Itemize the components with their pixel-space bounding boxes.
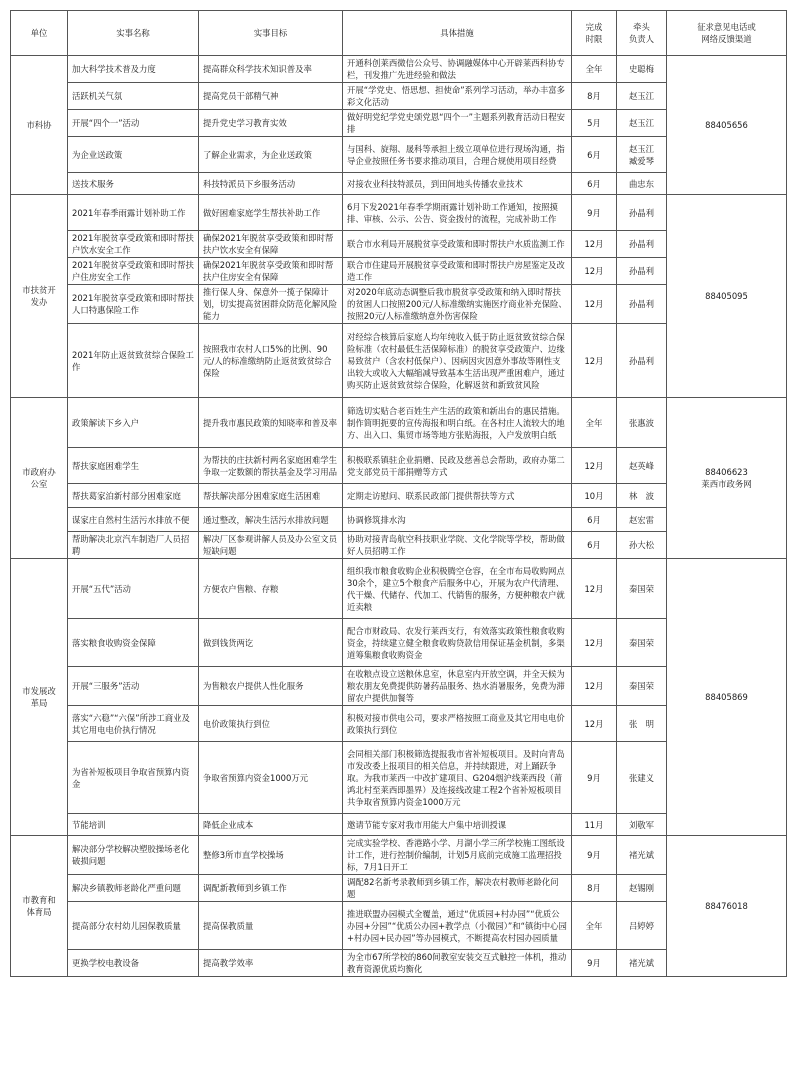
deadline-cell: 12月 <box>572 324 617 398</box>
leader-cell: 张 明 <box>617 706 667 742</box>
deadline-cell: 10月 <box>572 484 617 508</box>
deadline-cell: 12月 <box>572 706 617 742</box>
measure-cell: 为全市67所学校的860间教室安装交互式触控一体机，推动教育资源优质均衡化 <box>343 950 572 977</box>
item-name-cell: 解决部分学校解决塑胶操场老化破损问题 <box>68 836 199 875</box>
measure-cell: 做好明党纪学党史颂党恩“四个一”主题系列教育活动日程安排 <box>343 110 572 137</box>
item-name-cell: 帮助解决北京汽车制造厂人员招聘 <box>68 532 199 559</box>
leader-cell: 孙晶利 <box>617 195 667 231</box>
goal-cell: 为售粮农户提供人性化服务 <box>199 667 343 706</box>
leader-cell: 张建义 <box>617 742 667 814</box>
measure-cell: 协调修筑排水沟 <box>343 508 572 532</box>
goal-cell: 提高教学效率 <box>199 950 343 977</box>
deadline-cell: 全年 <box>572 902 617 950</box>
measure-cell: 完成实验学校、香港路小学、月湖小学三所学校施工图纸设计工作，进行控制价编制，计划5月底前完成施工监理招投标，7月1日开工 <box>343 836 572 875</box>
unit-cell: 市科协 <box>11 56 68 195</box>
item-name-cell: 开展“三服务”活动 <box>68 667 199 706</box>
goal-cell: 解决厂区参观讲解人员及办公室文员短缺问题 <box>199 532 343 559</box>
item-name-cell: 2021年春季雨露计划补助工作 <box>68 195 199 231</box>
goal-cell: 提高群众科学技术知识普及率 <box>199 56 343 83</box>
goal-cell: 争取省预算内资金1000万元 <box>199 742 343 814</box>
measure-cell: 定期走访慰问、联系民政部门提供帮扶等方式 <box>343 484 572 508</box>
measure-cell: 6月下发2021年春季学期雨露计划补助工作通知，按照摸排、审核、公示、公告、资金拨付的流程，完成补助工作 <box>343 195 572 231</box>
measure-cell: 在收粮点设立送粮休息室，休息室内开放空调，并全天候为粮农朋友免费提供防暑药品服务、热水消暑服务，免费为滞留农户提供加餐等 <box>343 667 572 706</box>
header-leader: 牵头 负责人 <box>617 11 667 56</box>
deadline-cell: 全年 <box>572 56 617 83</box>
header-row <box>11 11 787 56</box>
item-name-cell: 送技术服务 <box>68 173 199 195</box>
leader-cell: 褚光斌 <box>617 836 667 875</box>
deadline-cell: 9月 <box>572 836 617 875</box>
goal-cell: 推行保人身、保意外一揽子保障计划，切实提高贫困群众防范化解风险能力 <box>199 285 343 324</box>
deadline-cell: 6月 <box>572 508 617 532</box>
deadline-cell: 6月 <box>572 532 617 559</box>
leader-cell: 刘敬军 <box>617 814 667 836</box>
measure-cell: 调配82名新考录教师到乡镇工作，解决农村教师老龄化问题 <box>343 875 572 902</box>
measure-cell: 推进联盟办园模式全覆盖，通过“优质园+村办园”“优质公办园+分园”“优质公办园+教学点（小微园）”和“镇街中心园+村办园+民办园”等办园模式，不断提高农村园办园质量 <box>343 902 572 950</box>
leader-cell: 曲忠东 <box>617 173 667 195</box>
goal-cell: 通过整改，解决生活污水排放问题 <box>199 508 343 532</box>
measure-cell: 开展“学党史、悟思想、担使命”系列学习活动，举办丰富多彩文化活动 <box>343 83 572 110</box>
goal-cell: 帮扶解决部分困难家庭生活困难 <box>199 484 343 508</box>
leader-cell: 秦国荣 <box>617 559 667 619</box>
item-name-cell: 更换学校电教设备 <box>68 950 199 977</box>
deadline-cell: 9月 <box>572 742 617 814</box>
table-row <box>11 559 787 619</box>
measure-cell: 协助对接青岛航空科技职业学院、文化学院等学校，帮助做好人员招聘工作 <box>343 532 572 559</box>
item-name-cell: 为省补短板项目争取省预算内资金 <box>68 742 199 814</box>
contact-cell: 88405656 <box>667 56 787 195</box>
leader-cell: 赵玉江 <box>617 110 667 137</box>
goal-cell: 确保2021年脱贫享受政策和即时帮扶户住房安全有保障 <box>199 258 343 285</box>
item-name-cell: 2021年脱贫享受政策和即时帮扶户饮水安全工作 <box>68 231 199 258</box>
deadline-cell: 12月 <box>572 448 617 484</box>
leader-cell: 孙晶利 <box>617 324 667 398</box>
goal-cell: 方便农户售粮、存粮 <box>199 559 343 619</box>
header-deadline: 完成 时限 <box>572 11 617 56</box>
goal-cell: 提高保教质量 <box>199 902 343 950</box>
goal-cell: 确保2021年脱贫享受政策和即时帮扶户饮水安全有保障 <box>199 231 343 258</box>
item-name-cell: 2021年防止返贫致贫综合保险工作 <box>68 324 199 398</box>
item-name-cell: 谋家庄自然村生活污水排放不便 <box>68 508 199 532</box>
leader-cell: 赵英峰 <box>617 448 667 484</box>
item-name-cell: 节能培训 <box>68 814 199 836</box>
item-name-cell: 帮扶家庭困难学生 <box>68 448 199 484</box>
deadline-cell: 12月 <box>572 559 617 619</box>
leader-cell: 史聪梅 <box>617 56 667 83</box>
measure-cell: 积极对接市供电公司，要求严格按照工商业及其它用电电价政策执行到位 <box>343 706 572 742</box>
table-row <box>11 398 787 448</box>
header-measure: 具体措施 <box>343 11 572 56</box>
measure-cell: 与国科、旋翔、晟科等承担上级立项单位进行现场沟通，指导企业按照任务书要求推动项目，合理合规使用项目经费 <box>343 137 572 173</box>
item-name-cell: 落实“六稳”“六保”所涉工商业及其它用电电价执行情况 <box>68 706 199 742</box>
goal-cell: 按照我市农村人口5%的比例、90元/人的标准缴纳防止返贫致贫综合保险 <box>199 324 343 398</box>
leader-cell: 褚光斌 <box>617 950 667 977</box>
leader-cell: 秦国荣 <box>617 619 667 667</box>
deadline-cell: 12月 <box>572 231 617 258</box>
leader-cell: 秦国荣 <box>617 667 667 706</box>
measure-cell: 联合市水利局开展脱贫享受政策和即时帮扶户水质监测工作 <box>343 231 572 258</box>
measure-cell: 积极联系镇驻企业捐赠、民政及慈善总会帮助，政府办第二党支部党员干部捐赠等方式 <box>343 448 572 484</box>
contact-cell: 88405869 <box>667 559 787 836</box>
item-name-cell: 2021年脱贫享受政策和即时帮扶人口特惠保险工作 <box>68 285 199 324</box>
public-works-table <box>10 10 787 977</box>
deadline-cell: 9月 <box>572 195 617 231</box>
header-contact: 征求意见电话或 网络反馈渠道 <box>667 11 787 56</box>
table-row <box>11 836 787 875</box>
item-name-cell: 提高部分农村幼儿园保教质量 <box>68 902 199 950</box>
header-goal: 实事目标 <box>199 11 343 56</box>
header-name: 实事名称 <box>68 11 199 56</box>
item-name-cell: 帮扶葛家泊新村部分困难家庭 <box>68 484 199 508</box>
leader-cell: 吕婷婷 <box>617 902 667 950</box>
unit-cell: 市政府办 公室 <box>11 398 68 559</box>
goal-cell: 提升我市惠民政策的知晓率和普及率 <box>199 398 343 448</box>
header-unit: 单位 <box>11 11 68 56</box>
item-name-cell: 2021年脱贫享受政策和即时帮扶户住房安全工作 <box>68 258 199 285</box>
measure-cell: 对接农业科技特派员，到田间地头传播农业技术 <box>343 173 572 195</box>
deadline-cell: 全年 <box>572 398 617 448</box>
deadline-cell: 12月 <box>572 619 617 667</box>
goal-cell: 做到钱货两讫 <box>199 619 343 667</box>
item-name-cell: 开展“四个一”活动 <box>68 110 199 137</box>
leader-cell: 赵锡刚 <box>617 875 667 902</box>
item-name-cell: 活跃机关气氛 <box>68 83 199 110</box>
deadline-cell: 8月 <box>572 83 617 110</box>
table-row <box>11 56 787 83</box>
leader-cell: 孙晶利 <box>617 285 667 324</box>
measure-cell: 开通科创莱西微信公众号、协调融媒体中心开辟莱西科协专栏，刊发推广先进经验和做法 <box>343 56 572 83</box>
item-name-cell: 解决乡镇教师老龄化严重问题 <box>68 875 199 902</box>
contact-cell: 88406623 莱西市政务网 <box>667 398 787 559</box>
deadline-cell: 9月 <box>572 950 617 977</box>
deadline-cell: 5月 <box>572 110 617 137</box>
measure-cell: 组织我市粮食收购企业积极腾空仓容，在全市布局收购网点30余个，建立5个粮食产后服务中心，开展为农户代清理、代干燥、代储存、代加工、代销售的服务，方便种粮农户就近卖粮 <box>343 559 572 619</box>
goal-cell: 调配新教师到乡镇工作 <box>199 875 343 902</box>
deadline-cell: 11月 <box>572 814 617 836</box>
measure-cell: 对经综合核算后家庭人均年纯收入低于防止返贫致贫综合保险标准（农村最低生活保障标准）的脱贫享受政策户、边缘易致贫户（含农村低保户）、因病因灾因意外事故等刚性支出较大或收入大幅缩减导致基本生活出现严重困难户，通过购买防止返贫致贫综合保险，化解返贫和新致贫风险 <box>343 324 572 398</box>
deadline-cell: 6月 <box>572 137 617 173</box>
measure-cell: 配合市财政局、农发行莱西支行，有效落实政策性粮食收购资金，持续建立健全粮食收购贷款信用保证基金机制，多渠道筹集粮食收购资金 <box>343 619 572 667</box>
leader-cell: 孙晶利 <box>617 258 667 285</box>
item-name-cell: 政策解读下乡入户 <box>68 398 199 448</box>
measure-cell: 邀请节能专家对我市用能大户集中培训授课 <box>343 814 572 836</box>
goal-cell: 科技特派员下乡服务活动 <box>199 173 343 195</box>
goal-cell: 了解企业需求，为企业送政策 <box>199 137 343 173</box>
leader-cell: 赵玉江 臧爱琴 <box>617 137 667 173</box>
measure-cell: 会同相关部门积极筛选提报我市省补短板项目。及时向青岛市发改委上报项目的相关信息，并持续跟进，对上踊跃争取。为我市莱西一中改扩建项目、G204烟沪线莱西段（莆鸿北村至莱西即墨界）及连接线改建工程2个省补短板项目共争取省预算内资金1000万元 <box>343 742 572 814</box>
leader-cell: 张惠波 <box>617 398 667 448</box>
goal-cell: 降低企业成本 <box>199 814 343 836</box>
item-name-cell: 开展“五代”活动 <box>68 559 199 619</box>
deadline-cell: 12月 <box>572 285 617 324</box>
unit-cell: 市发展改 革局 <box>11 559 68 836</box>
goal-cell: 为帮扶的庄扶新村两名家庭困难学生争取一定数额的帮扶基金及学习用品 <box>199 448 343 484</box>
goal-cell: 整修3所市直学校操场 <box>199 836 343 875</box>
unit-cell: 市扶贫开 发办 <box>11 195 68 398</box>
deadline-cell: 6月 <box>572 173 617 195</box>
table-row <box>11 195 787 231</box>
deadline-cell: 8月 <box>572 875 617 902</box>
leader-cell: 赵宏雷 <box>617 508 667 532</box>
contact-cell: 88405095 <box>667 195 787 398</box>
leader-cell: 孙大松 <box>617 532 667 559</box>
item-name-cell: 加大科学技术普及力度 <box>68 56 199 83</box>
leader-cell: 赵玉江 <box>617 83 667 110</box>
unit-cell: 市教育和 体育局 <box>11 836 68 977</box>
goal-cell: 提高党员干部精气神 <box>199 83 343 110</box>
measure-cell: 对2020年底动态调整后我市脱贫享受政策和纳入即时帮扶的贫困人口按照200元/人标准缴纳实施医疗商业补充保险、按照20元/人标准缴纳意外伤害保险 <box>343 285 572 324</box>
measure-cell: 联合市住建局开展脱贫享受政策和即时帮扶户房屋鉴定及改造工作 <box>343 258 572 285</box>
leader-cell: 林 波 <box>617 484 667 508</box>
goal-cell: 提升党史学习教育实效 <box>199 110 343 137</box>
leader-cell: 孙晶利 <box>617 231 667 258</box>
table-body <box>11 56 787 977</box>
goal-cell: 电价政策执行到位 <box>199 706 343 742</box>
item-name-cell: 为企业送政策 <box>68 137 199 173</box>
item-name-cell: 落实粮食收购资金保障 <box>68 619 199 667</box>
goal-cell: 做好困难家庭学生帮扶补助工作 <box>199 195 343 231</box>
deadline-cell: 12月 <box>572 258 617 285</box>
contact-cell: 88476018 <box>667 836 787 977</box>
measure-cell: 筛选切实贴合老百姓生产生活的政策和新出台的惠民措施。制作简明扼要的宣传海报和明白纸。在各村庄人流较大的地方、出入口、集贸市场等地方张贴海报，入户发放明白纸 <box>343 398 572 448</box>
deadline-cell: 12月 <box>572 667 617 706</box>
